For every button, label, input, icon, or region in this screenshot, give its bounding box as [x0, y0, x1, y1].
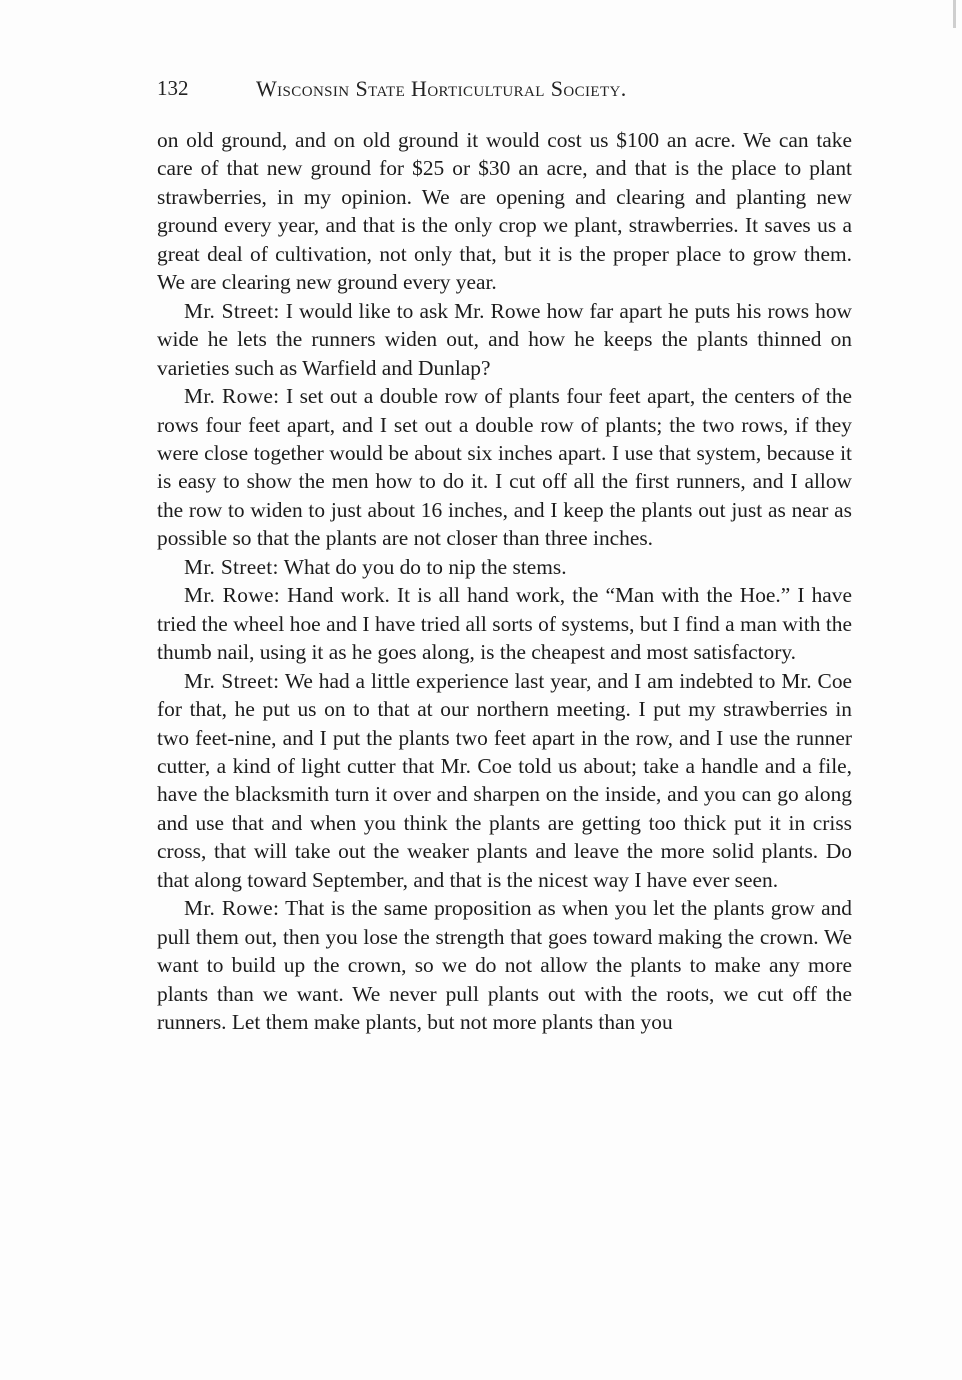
speaker-name: Mr. Rowe: [184, 896, 280, 921]
paragraph-text: That is the same proposition as when you let the plants grow and pull them out, then you lose the strength that goes toward making the crown. We want to build up the crown, so we do not allow the plants to make any more plants than we want. We never pull plants out with the roots, we cut off the runners. Let them make plants, but not more plants than you [157, 896, 852, 1035]
paragraph-text: We had a little experience last year, and I am indebted to Mr. Coe for that, he put us on to that at our northern meeting. I put my strawberries in two feet-nine, and I put the plants two feet apart in the row, and I use the runner cutter, a kind of light cutter that Mr. Coe told us about; take a handle and a file, have the blacksmith turn it over and sharpen on the inside, and you can go along and use that and when you think the plants are getting too thick put it in criss cross, that will take out the weaker plants and leave the more solid plants. Do that along toward September, and that is the nicest way I have ever seen. [157, 668, 853, 892]
speaker-name: Mr. Street: [184, 668, 280, 693]
page-edge-mark [953, 0, 956, 28]
body-text [157, 126, 852, 1037]
speaker-name: Mr. Street: [184, 298, 280, 323]
paragraph-text: What do you do to nip the stems. [283, 554, 567, 579]
speaker-name: Mr. Rowe: [184, 583, 280, 608]
page-header [157, 76, 849, 106]
paragraph [157, 667, 852, 895]
running-title: Wisconsin State Horticultural Society. [256, 76, 627, 101]
page-number: 132 [157, 76, 189, 100]
speaker-name: Mr. Street: [184, 554, 279, 579]
paragraph [157, 894, 852, 1036]
paragraph [157, 581, 852, 666]
paragraph-text: I would like to ask Mr. Rowe how far apart he puts his rows how wide he lets the runners widen out, and how he keeps the plants thinned on varieties such as Warfield and Dunlap? [157, 298, 852, 380]
paragraph-text: on old ground, and on old ground it would cost us $100 an acre. We can take care of that new ground for $25 or $30 an acre, and that is the place to plant strawberries, in my opinion. We are opening and clearing and planting new ground every year, and that is the only crop we plant, strawberries. It saves us a great deal of cultivation, not only that, but it is the proper place to grow them. We are clearing new ground every year. [157, 128, 852, 295]
paragraph [157, 553, 852, 581]
paragraph [157, 297, 852, 382]
paragraph [157, 126, 852, 297]
paragraph [157, 382, 852, 553]
paragraph-text: Hand work. It is all hand work, the “Man with the Hoe.” I have tried the wheel hoe and I have tried all sorts of systems, but I find a man with the thumb nail, using it as he goes along, is the cheapest and most satisfactory. [157, 583, 852, 665]
speaker-name: Mr. Rowe: [184, 384, 280, 409]
paragraph-text: I set out a double row of plants four feet apart, the centers of the rows four feet apart, and I set out a double row of plants; the two rows, if they were close together would be about six inches apart. I use that system, because it is easy to show the men how to do it. I cut off all the first runners, and I allow the row to widen to just about 16 inches, and I keep the plants out just as near as possible so that the plants are not closer than three inches. [157, 384, 852, 551]
